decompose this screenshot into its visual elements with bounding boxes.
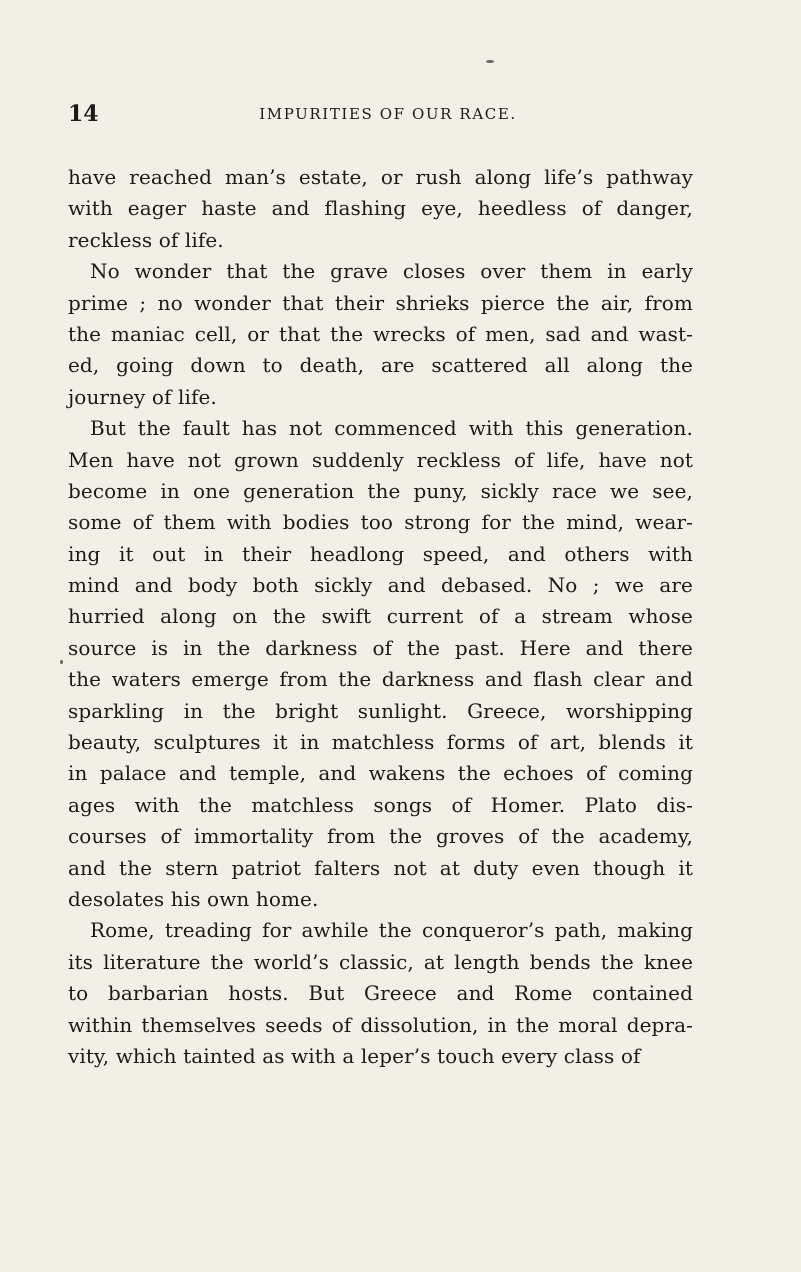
text-line: beauty, sculptures it in matchless forms of art, blends it [68, 730, 693, 755]
text-line: source is in the darkness of the past. Here and there [68, 635, 693, 660]
text-line: to barbarian hosts. But Greece and Rome contained [68, 981, 693, 1006]
running-head: IMPURITIES OF OUR RACE. [259, 105, 517, 123]
body-text [68, 162, 693, 1072]
text-line: But the fault has not commenced with this generation. [90, 416, 693, 441]
text-line: mind and body both sickly and debased. No ; we are [68, 573, 693, 598]
text-line: within themselves seeds of dissolution, in the moral depra- [68, 1012, 693, 1037]
page-number: 14 [68, 101, 99, 127]
print-speck [486, 60, 494, 63]
print-speck [60, 660, 63, 664]
text-line: Rome, treading for awhile the conqueror’s path, making [90, 918, 693, 943]
text-line: desolates his own home. [68, 886, 319, 911]
text-line: in palace and temple, and wakens the echoes of coming [68, 761, 693, 786]
paragraph-2 [68, 256, 693, 413]
text-line: hurried along on the swift current of a stream whose [68, 604, 693, 629]
page-header [68, 101, 708, 131]
text-line: some of them with bodies too strong for the mind, wear- [68, 510, 693, 535]
text-line: Men have not grown suddenly reckless of life, have not [68, 447, 693, 472]
paragraph-3 [68, 413, 693, 915]
text-line: ed, going down to death, are scattered all along the [68, 353, 693, 378]
text-line: courses of immortality from the groves of the academy, [68, 824, 693, 849]
text-line: have reached man’s estate, or rush along life’s pathway [68, 165, 693, 189]
text-line: prime ; no wonder that their shrieks pierce the air, from [68, 290, 693, 315]
text-line: vity, which tainted as with a leper’s touch every class of [68, 1043, 641, 1068]
text-line: ages with the matchless songs of Homer. Plato dis- [68, 792, 693, 817]
text-line: No wonder that the grave closes over them in early [90, 259, 693, 284]
text-line: the waters emerge from the darkness and flash clear and [68, 667, 693, 692]
text-line: reckless of life. [68, 227, 224, 252]
text-line: ing it out in their headlong speed, and others with [68, 541, 693, 566]
text-line: with eager haste and flashing eye, heedless of danger, [68, 196, 693, 221]
text-line: become in one generation the puny, sickly race we see, [68, 478, 693, 503]
text-line: its literature the world’s classic, at length bends the knee [68, 949, 693, 974]
paragraph-1 [68, 162, 693, 256]
paragraph-4 [68, 915, 693, 1072]
text-line: sparkling in the bright sunlight. Greece, worshipping [68, 698, 693, 723]
text-line: and the stern patriot falters not at duty even though it [68, 855, 693, 880]
text-line: the maniac cell, or that the wrecks of men, sad and wast- [68, 321, 693, 346]
text-line: journey of life. [68, 384, 217, 409]
